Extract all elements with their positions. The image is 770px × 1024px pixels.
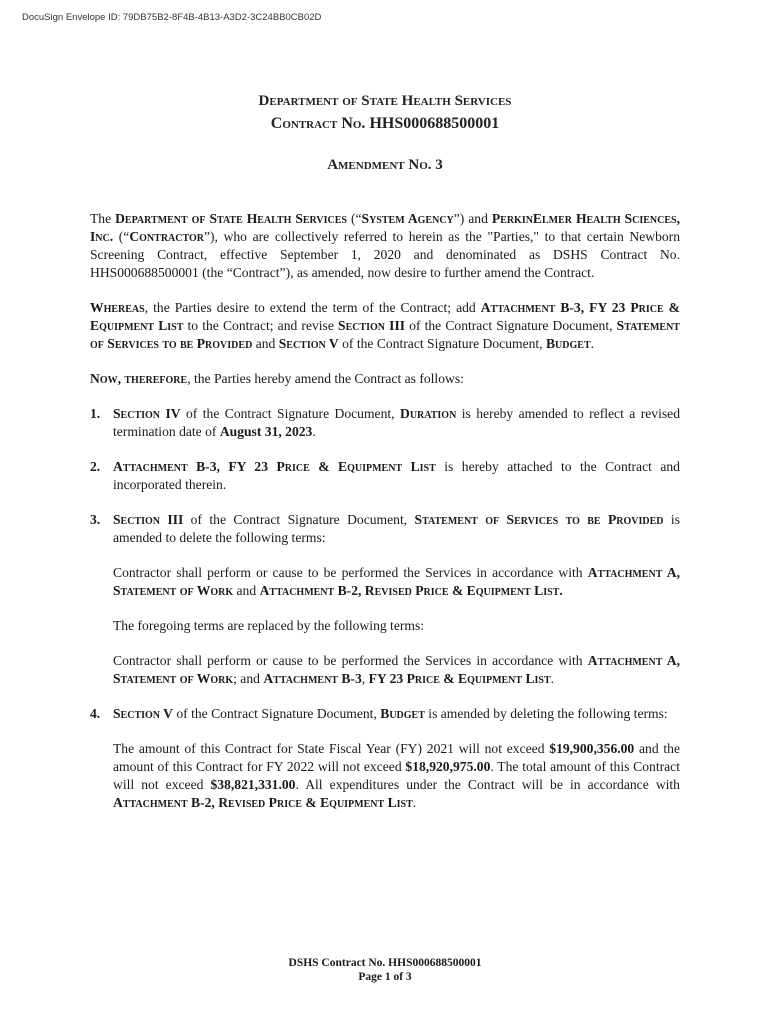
docusign-envelope-id: DocuSign Envelope ID: 79DB75B2-8F4B-4B13-A3D2-3C24BB0CB02D (22, 12, 322, 23)
department-title: Department of State Health Services (258, 93, 512, 109)
item-number: 4. (90, 706, 101, 721)
text: of the Contract Signature Document, (172, 706, 381, 721)
contract-number: HHS000688500001 (369, 115, 500, 132)
text: . (590, 336, 595, 351)
text: . (312, 424, 316, 439)
text: ”) and (453, 211, 492, 226)
contractor-name: PerkinElmer Health Sciences, Inc. (90, 211, 680, 244)
text: (“ (113, 229, 130, 244)
section-ref: Section III (338, 318, 406, 333)
statement-ref: Statement of Services to be Provided (90, 318, 680, 351)
text: . (550, 671, 555, 686)
text: (“ (347, 211, 362, 226)
duration-ref: Duration (400, 406, 457, 421)
agency-name: Department of State Health Services (115, 211, 347, 226)
attachment-ref: Attachment B-3, FY 23 Price & Equipment List (113, 459, 436, 474)
section-ref: Section V (113, 706, 173, 721)
text: and (233, 583, 260, 598)
text: , (361, 671, 369, 686)
text: of the Contract Signature Document, (338, 336, 546, 351)
page-footer (0, 956, 770, 984)
text: and the amount of this Contract for FY 2022 will not exceed (113, 741, 680, 774)
now-therefore-lead: Now, therefore (90, 371, 188, 386)
page-number: Page 1 of 3 (358, 971, 412, 983)
list-item (90, 458, 680, 494)
attachment-ref: Attachment B-3 (263, 671, 362, 686)
item-number: 1. (90, 406, 101, 421)
text: , the Parties desire to extend the term of the Contract; add (144, 300, 481, 315)
whereas-lead: Whereas (90, 300, 145, 315)
agency-short: System Agency (361, 211, 454, 226)
budget-ref: Budget (380, 706, 425, 721)
termination-date: August 31, 2023 (219, 424, 313, 439)
contract-number-title (0, 115, 770, 133)
text: is hereby amended to reflect a revised termination date of (113, 406, 680, 439)
text: . The total amount of this Contract will not exceed (113, 759, 680, 792)
text: is hereby attached to the Contract and incorporated therein. (113, 459, 680, 492)
amount-fy2021: $19,900,356.00 (549, 741, 635, 756)
whereas-paragraph (90, 299, 680, 353)
list-item (90, 405, 680, 441)
attachment-ref: Attachment A, Statement of Work (113, 653, 680, 686)
section-ref: Section V (278, 336, 339, 351)
text: Contractor shall perform or cause to be performed the Services in accordance with (113, 565, 588, 580)
contract-prefix: Contract No. (270, 115, 370, 132)
text: of the Contract Signature Document, (183, 512, 415, 527)
text: . (412, 795, 417, 810)
text: and (252, 336, 279, 351)
amount-fy2022: $18,920,975.00 (405, 759, 491, 774)
text: Contractor shall perform or cause to be performed the Services in accordance with (113, 653, 588, 668)
attachment-ref: Attachment B-2, Revised Price & Equipment List. (259, 583, 563, 598)
intro-paragraph (90, 210, 680, 282)
replaced-note: The foregoing terms are replaced by the following terms: (113, 618, 425, 633)
item-number: 2. (90, 459, 101, 474)
attachment-ref: Attachment B-2, Revised Price & Equipment List (113, 795, 413, 810)
text: of the Contract Signature Document, (405, 318, 617, 333)
list-item (90, 705, 680, 812)
attachment-ref: Attachment B-3, FY 23 Price & Equipment List (90, 300, 680, 333)
attachment-ref: Attachment A, Statement of Work (113, 565, 680, 598)
amendment-title: Amendment No. 3 (327, 157, 443, 173)
document-body (90, 210, 680, 812)
text: of the Contract Signature Document, (180, 406, 400, 421)
text: ; and (233, 671, 264, 686)
deleted-terms (113, 564, 680, 600)
text: , the Parties hereby amend the Contract as follows: (187, 371, 464, 386)
text: is amended by deleting the following terms: (424, 706, 668, 721)
section-ref: Section IV (113, 406, 181, 421)
text: is amended to delete the following terms: (113, 512, 680, 545)
section-ref: Section III (113, 512, 184, 527)
contractor-short: Contractor (129, 229, 204, 244)
text: . All expenditures under the Contract will be in accordance with (295, 777, 680, 792)
amount-total: $38,821,331.00 (210, 777, 296, 792)
text: The amount of this Contract for State Fiscal Year (FY) 2021 will not exceed (113, 741, 550, 756)
text: The (90, 211, 116, 226)
statement-ref: Statement of Services to be Provided (414, 512, 664, 527)
new-terms (113, 652, 680, 688)
text: ”), who are collectively referred to herein as the "Parties," to that certain Newborn Screening Contract, effective September 1, 2020 and denominated as DSHS Contract No. HHS000688500001 (the “Contract”), as amended, now desire to further amend the Contract. (90, 229, 680, 280)
text: to the Contract; and revise (183, 318, 339, 333)
budget-ref: Budget (545, 336, 591, 351)
item-number: 3. (90, 512, 101, 527)
footer-contract: DSHS Contract No. HHS000688500001 (288, 957, 482, 969)
budget-terms (113, 740, 680, 812)
list-item (90, 511, 680, 688)
attachment-ref: FY 23 Price & Equipment List (368, 671, 551, 686)
now-therefore-paragraph (90, 370, 680, 388)
